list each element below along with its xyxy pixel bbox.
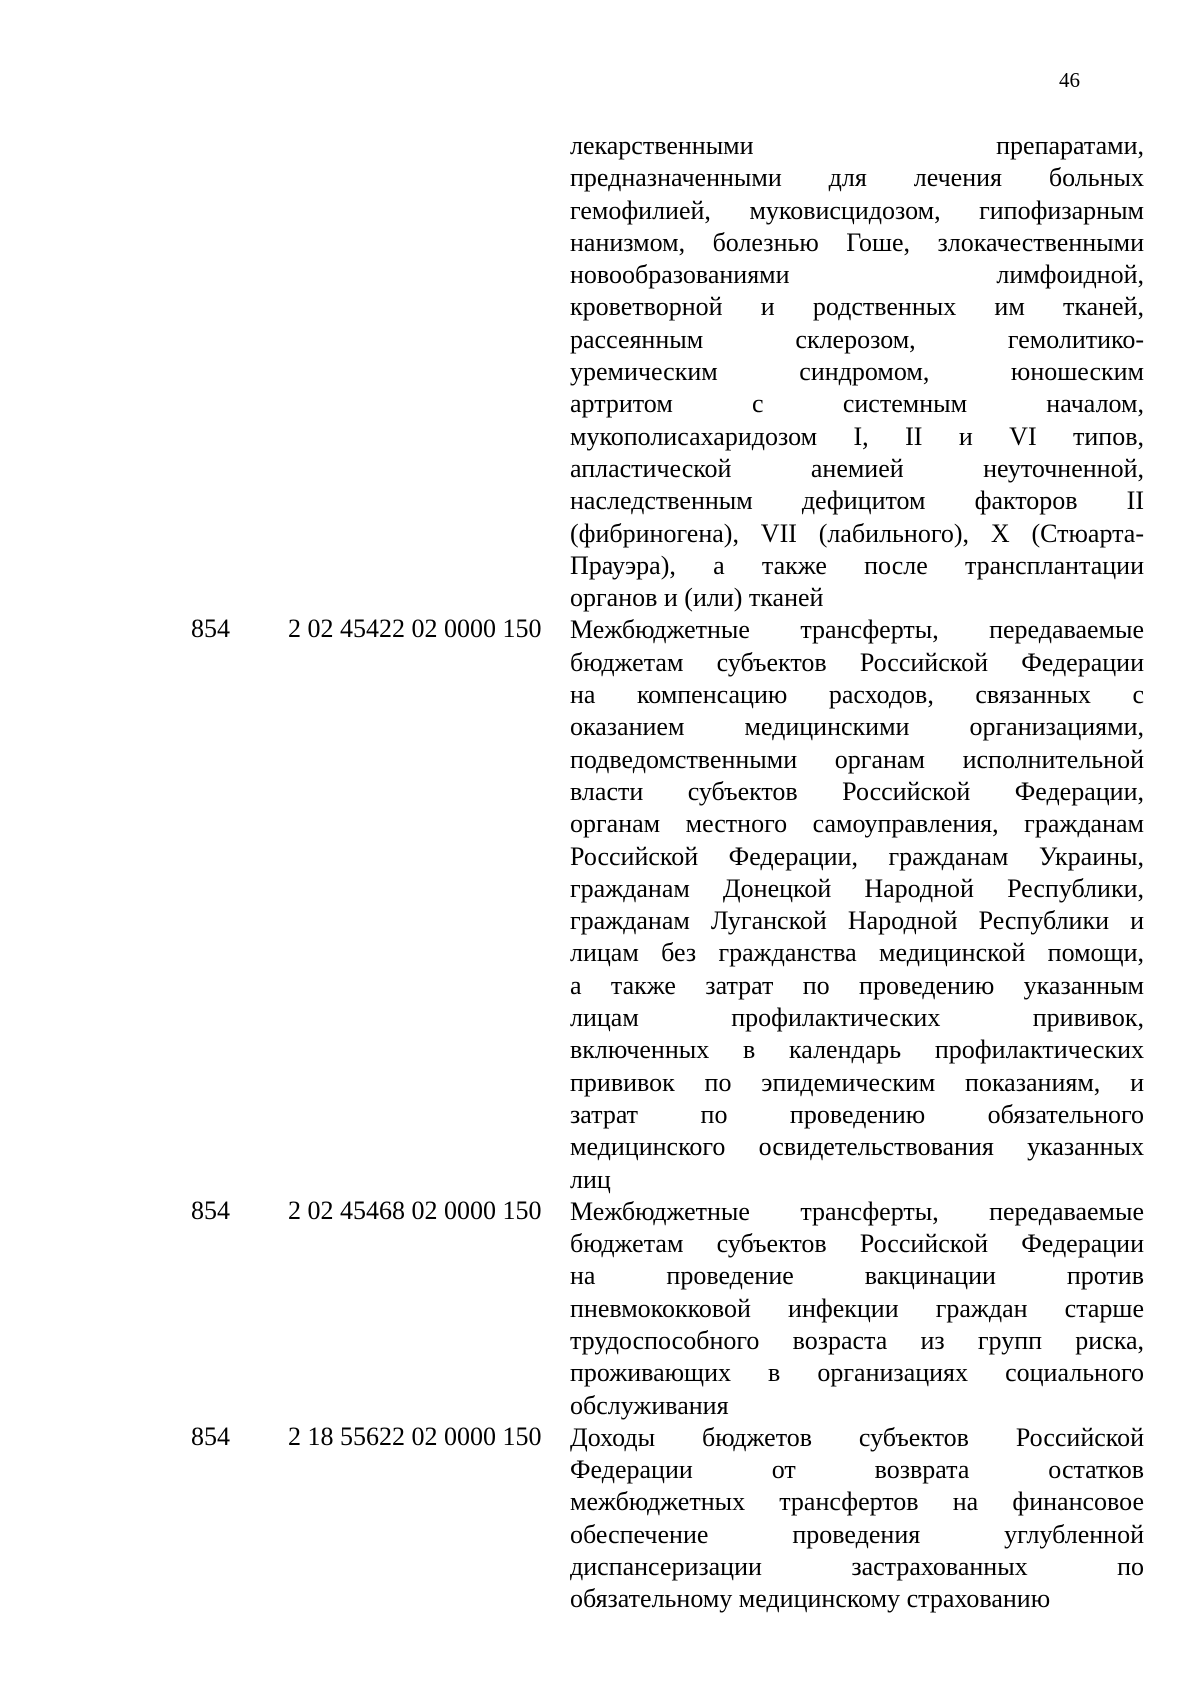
description-line: гражданам Донецкой Народной Республики, bbox=[570, 873, 1144, 903]
description-line: Межбюджетные трансферты, передаваемые bbox=[570, 1196, 1144, 1226]
income-description bbox=[570, 614, 1144, 1195]
budget-classification-code: 2 18 55622 02 0000 150 bbox=[288, 1421, 542, 1451]
description-line: диспансеризации застрахованных по bbox=[570, 1552, 1144, 1582]
description-line: Прауэра), а также после трансплантации bbox=[570, 550, 1144, 580]
table-row bbox=[0, 614, 1200, 1195]
description-line: лицам без гражданства медицинской помощи, bbox=[570, 938, 1144, 968]
table-row bbox=[0, 130, 1200, 614]
description-line: уремическим синдромом, юношеским bbox=[570, 357, 1144, 387]
description-line: на компенсацию расходов, связанных с bbox=[570, 680, 1144, 710]
description-line: медицинского освидетельствования указанных bbox=[570, 1132, 1144, 1162]
description-line: власти субъектов Российской Федерации, bbox=[570, 776, 1144, 806]
description-line: оказанием медицинскими организациями, bbox=[570, 712, 1144, 742]
page-number: 46 bbox=[1059, 68, 1080, 92]
description-line: гемофилией, муковисцидозом, гипофизарным bbox=[570, 195, 1144, 225]
description-line: Доходы бюджетов субъектов Российской bbox=[570, 1422, 1144, 1452]
description-line: органов и (или) тканей bbox=[570, 583, 824, 613]
budget-classification-code: 2 02 45422 02 0000 150 bbox=[288, 614, 542, 644]
description-line: бюджетам субъектов Российской Федерации bbox=[570, 647, 1144, 677]
description-line: подведомственными органам исполнительной bbox=[570, 744, 1144, 774]
description-line: обязательному медицинскому страхованию bbox=[570, 1584, 1051, 1614]
budget-classification-code: 2 02 45468 02 0000 150 bbox=[288, 1195, 542, 1225]
description-line: обеспечение проведения углубленной bbox=[570, 1519, 1144, 1549]
description-line: артритом с системным началом, bbox=[570, 389, 1144, 419]
admin-code: 854 bbox=[191, 614, 230, 644]
description-line: апластической анемией неуточненной, bbox=[570, 453, 1144, 483]
description-line: на проведение вакцинации против bbox=[570, 1261, 1144, 1291]
income-codes-table bbox=[0, 130, 1200, 1616]
description-line: бюджетам субъектов Российской Федерации bbox=[570, 1229, 1144, 1259]
admin-code: 854 bbox=[191, 1195, 230, 1225]
description-line: органам местного самоуправления, гражданам bbox=[570, 809, 1144, 839]
description-line: проживающих в организациях социального bbox=[570, 1358, 1144, 1388]
description-line: трудоспособного возраста из групп риска, bbox=[570, 1325, 1144, 1355]
description-line: кроветворной и родственных им тканей, bbox=[570, 292, 1144, 322]
income-description bbox=[570, 1196, 1144, 1422]
description-line: прививок по эпидемическим показаниям, и bbox=[570, 1067, 1144, 1097]
description-line: нанизмом, болезнью Гоше, злокачественными bbox=[570, 227, 1144, 257]
description-line: гражданам Луганской Народной Республики и bbox=[570, 906, 1144, 936]
description-line: наследственным дефицитом факторов II bbox=[570, 486, 1144, 516]
description-line: а также затрат по проведению указанным bbox=[570, 970, 1144, 1000]
description-line: лицам профилактических прививок, bbox=[570, 1003, 1144, 1033]
description-line: мукополисахаридозом I, II и VI типов, bbox=[570, 421, 1144, 451]
income-description bbox=[570, 1422, 1144, 1616]
description-line: лиц bbox=[570, 1164, 611, 1194]
description-line: лекарственными препаратами, bbox=[570, 131, 1144, 160]
description-line: обслуживания bbox=[570, 1390, 729, 1420]
description-line: новообразованиями лимфоидной, bbox=[570, 260, 1144, 290]
description-line: затрат по проведению обязательного bbox=[570, 1099, 1144, 1129]
description-line: предназначенными для лечения больных bbox=[570, 163, 1144, 193]
description-line: (фибриногена), VII (лабильного), X (Стюарта- bbox=[570, 518, 1144, 548]
description-line: Межбюджетные трансферты, передаваемые bbox=[570, 615, 1144, 645]
description-line: межбюджетных трансфертов на финансовое bbox=[570, 1487, 1144, 1517]
description-line: Федерации от возврата остатков bbox=[570, 1455, 1144, 1485]
admin-code: 854 bbox=[191, 1421, 230, 1451]
table-row bbox=[0, 1422, 1200, 1616]
income-description bbox=[570, 130, 1144, 614]
description-line: рассеянным склерозом, гемолитико- bbox=[570, 324, 1144, 354]
table-row bbox=[0, 1196, 1200, 1422]
description-line: пневмококковой инфекции граждан старше bbox=[570, 1293, 1144, 1323]
description-line: включенных в календарь профилактических bbox=[570, 1035, 1144, 1065]
description-line: Российской Федерации, гражданам Украины, bbox=[570, 841, 1144, 871]
